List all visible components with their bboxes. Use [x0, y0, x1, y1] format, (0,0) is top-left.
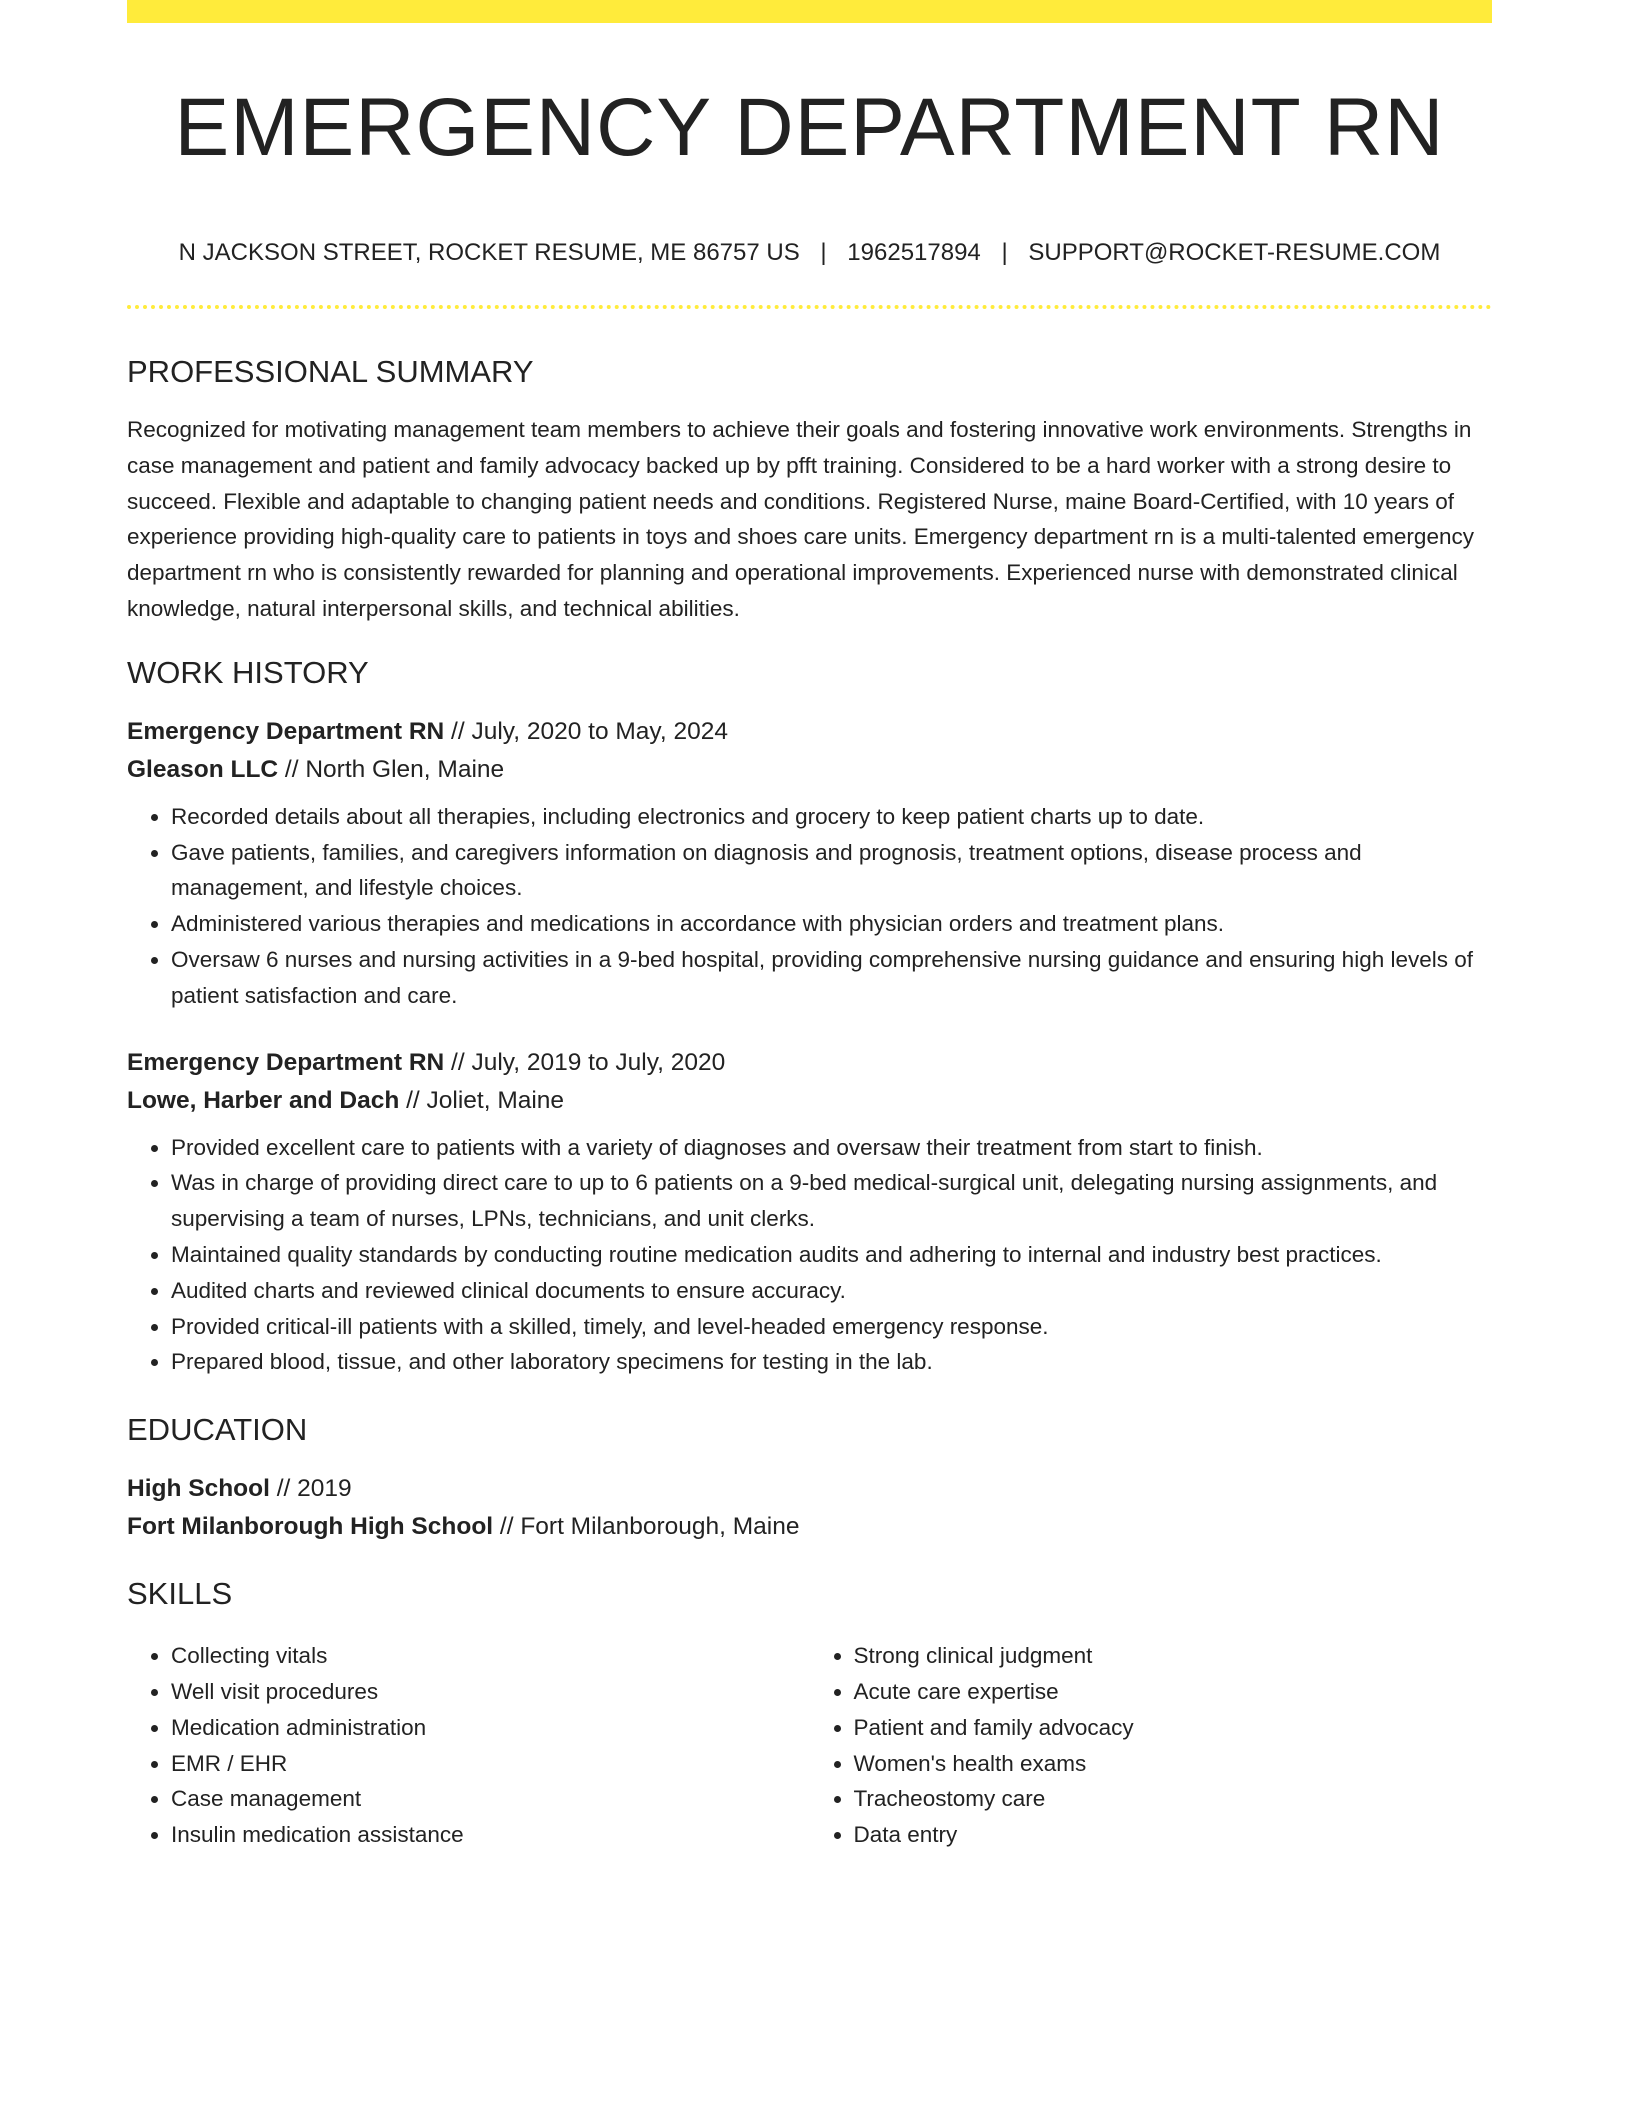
top-accent-bar: [127, 0, 1492, 23]
education-section: [127, 1410, 1492, 1546]
job-bullets: [127, 799, 1492, 1014]
education-degree-line: [127, 1470, 1492, 1508]
job-bullet: • Administered various therapies and medications in accordance with physician orders and treatment plans.: [171, 906, 1492, 942]
candidate-name: EMERGENCY DEPARTMENT RN: [174, 82, 1445, 173]
skill-item: • Case management: [171, 1781, 810, 1817]
skill-item: • Insulin medication assistance: [171, 1817, 810, 1853]
skill-item: • Well visit procedures: [171, 1674, 810, 1710]
job-company: Lowe, Harber and Dach: [127, 1086, 400, 1114]
skills-columns: [127, 1634, 1492, 1853]
job-location: // Joliet, Maine: [399, 1086, 565, 1114]
dotted-divider: [127, 305, 1492, 309]
skill-item: • Women's health exams: [854, 1746, 1493, 1782]
job-bullet: • Prepared blood, tissue, and other laboratory specimens for testing in the lab.: [171, 1344, 1492, 1380]
education-year: // 2019: [269, 1475, 352, 1503]
separator: |: [1001, 239, 1008, 266]
job-bullet: • Gave patients, families, and caregivers information on diagnosis and prognosis, treatment options, disease process and management, and lifestyle choices.: [171, 835, 1492, 907]
education-location: // Fort Milanborough, Maine: [493, 1513, 800, 1541]
education-school: Fort Milanborough High School: [127, 1513, 494, 1541]
summary-text: Recognized for motivating management team members to achieve their goals and fostering innovative work environments. Strengths in case management and patient and family advocacy backed up by pfft training. Considered to be a hard worker with a strong desire to succeed. Flexible and adaptable to changing patient needs and conditions. Registered Nurse, maine Board-Certified, with 10 years of experience providing high-quality care to patients in toys and shoes care units. Emergency department rn is a multi-talented emergency department rn who is consistently rewarded for planning and operational improvements. Experienced nurse with demonstrated clinical knowledge, natural interpersonal skills, and technical abilities.: [127, 417, 1474, 621]
skill-item: • Acute care expertise: [854, 1674, 1493, 1710]
skill-item: • Tracheostomy care: [854, 1781, 1493, 1817]
contact-line: [127, 235, 1492, 271]
separator: |: [820, 239, 827, 266]
education-degree: High School: [127, 1475, 270, 1503]
job-bullet: • Provided critical-ill patients with a skilled, timely, and level-headed emergency response.: [171, 1309, 1492, 1345]
job-role-line: [127, 713, 1492, 751]
work-history-section: [127, 653, 1492, 1380]
skill-item: • Strong clinical judgment: [854, 1638, 1493, 1674]
skills-title: SKILLS: [127, 1576, 233, 1612]
skill-item: • Patient and family advocacy: [854, 1710, 1493, 1746]
summary-title: PROFESSIONAL SUMMARY: [127, 354, 534, 389]
work-history-title: WORK HISTORY: [127, 654, 369, 690]
education-title: EDUCATION: [127, 1412, 308, 1448]
job-role-line: [127, 1044, 1492, 1082]
job-dates: // July, 2019 to July, 2020: [444, 1048, 726, 1076]
job-entry: [127, 1044, 1492, 1381]
job-bullet: • Maintained quality standards by conducting routine medication audits and adhering to internal and industry best practices.: [171, 1237, 1492, 1273]
skills-right-list: [810, 1638, 1493, 1853]
job-entry: [127, 713, 1492, 1014]
skill-item: • Collecting vitals: [171, 1638, 810, 1674]
job-company-line: [127, 751, 1492, 789]
job-role: Emergency Department RN: [127, 717, 445, 745]
job-bullet: • Recorded details about all therapies, including electronics and grocery to keep patient charts up to date.: [171, 799, 1492, 835]
job-bullet: • Oversaw 6 nurses and nursing activities in a 9-bed hospital, providing comprehensive nursing guidance and ensuring high levels of patient satisfaction and care.: [171, 942, 1492, 1014]
skill-item: • Data entry: [854, 1817, 1493, 1853]
summary-section: [127, 352, 1492, 627]
job-bullet: • Was in charge of providing direct care to up to 6 patients on a 9-bed medical-surgical unit, delegating nursing assignments, and supervising a team of nurses, LPNs, technicians, and unit clerks.: [171, 1165, 1492, 1237]
education-school-line: [127, 1508, 1492, 1546]
email: SUPPORT@ROCKET-RESUME.COM: [1028, 239, 1441, 266]
job-location: // North Glen, Maine: [278, 755, 505, 783]
job-company-line: [127, 1082, 1492, 1120]
skill-item: • EMR / EHR: [171, 1746, 810, 1782]
job-dates: // July, 2020 to May, 2024: [444, 717, 728, 745]
resume-content: [127, 352, 1492, 1853]
skills-section: [127, 1574, 1492, 1853]
job-bullets: [127, 1130, 1492, 1381]
job-company: Gleason LLC: [127, 755, 279, 783]
phone: 1962517894: [847, 239, 981, 266]
job-role: Emergency Department RN: [127, 1048, 445, 1076]
address: N JACKSON STREET, ROCKET RESUME, ME 86757 US: [178, 239, 800, 266]
skills-left-list: [127, 1638, 810, 1853]
job-bullet: • Audited charts and reviewed clinical documents to ensure accuracy.: [171, 1273, 1492, 1309]
skill-item: • Medication administration: [171, 1710, 810, 1746]
job-bullet: • Provided excellent care to patients with a variety of diagnoses and oversaw their treatment from start to finish.: [171, 1130, 1492, 1166]
